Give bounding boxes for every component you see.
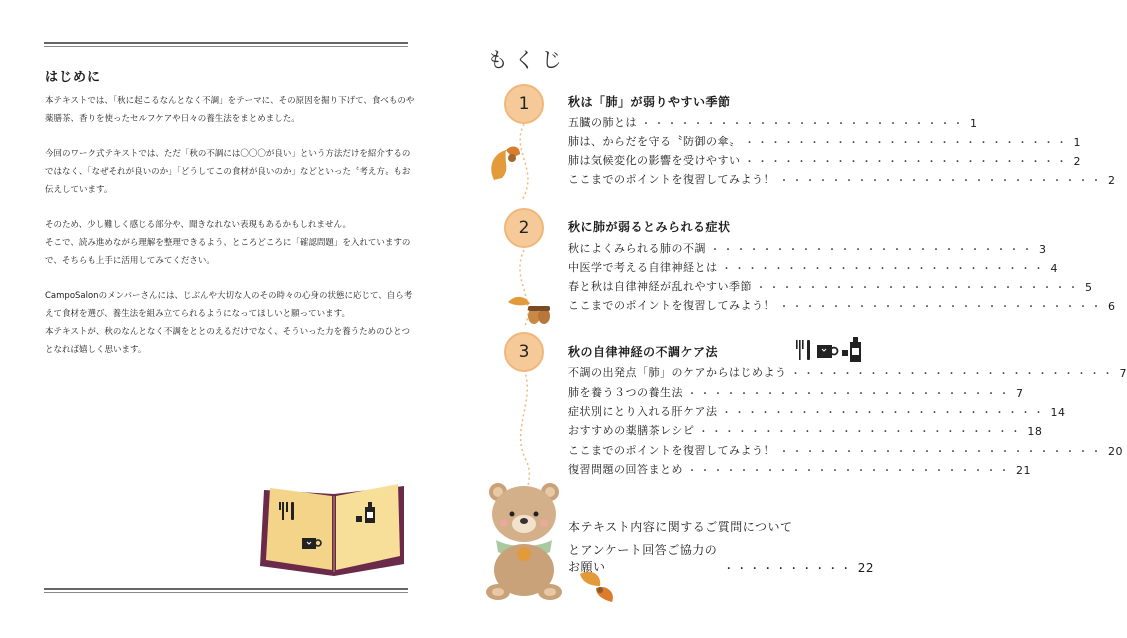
- toc-item-label: 中医学で考える自律神経とは: [568, 261, 718, 274]
- section-title-2: 秋に肺が弱るとみられる症状: [568, 220, 731, 234]
- toc-item-label: ここまでのポイントを復習してみよう！: [568, 444, 775, 457]
- essential-oil-bottle-icon: [842, 337, 861, 362]
- toc-item[interactable]: ここまでのポイントを復習してみよう！ ・・・・・・・・・・・・・・・・・・・・・・・・・ 2: [568, 173, 1116, 187]
- toc-item-page: 2: [1073, 155, 1081, 168]
- closing-line-1-text: 本テキスト内容に関するご質問について: [568, 520, 793, 534]
- toc-item[interactable]: 復習問題の回答まとめ ・・・・・・・・・・・・・・・・・・・・・・・・・ 21: [568, 463, 1031, 477]
- toc-item-label: 復習問題の回答まとめ: [568, 463, 683, 476]
- toc-item-page: 2: [1108, 174, 1116, 187]
- toc-item-label: 肺は、からだを守る〝防御の傘〟: [568, 135, 741, 148]
- toc-item-label: 肺を養う３つの養生法: [568, 386, 683, 399]
- intro-body: [45, 92, 415, 376]
- toc-item-label: ここまでのポイントを復習してみよう！: [568, 299, 775, 312]
- closing-line-2-text: とアンケート回答ご協力のお願い: [568, 543, 718, 574]
- toc-item-label: 五臓の肺とは: [568, 116, 637, 129]
- toc-item[interactable]: 五臓の肺とは ・・・・・・・・・・・・・・・・・・・・・・・・・ 1: [568, 116, 978, 130]
- tea-cup-icon: [817, 345, 838, 358]
- toc-item[interactable]: ここまでのポイントを復習してみよう！ ・・・・・・・・・・・・・・・・・・・・・・・・・ 6: [568, 299, 1116, 313]
- section-title-3: 秋の自律神経の不調ケア法: [568, 345, 719, 359]
- section-number-2: 2: [504, 208, 544, 248]
- toc-item-page: 1: [970, 117, 978, 130]
- bear-illustration: [480, 478, 570, 602]
- intro-paragraph: 本テキストでは、「秋に起こるなんとなく不調」をテーマに、その原因を掘り下げて、食べものや薬膳茶、香りを使ったセルフケアや日々の養生法をまとめました。: [45, 96, 415, 124]
- toc-item[interactable]: 秋によくみられる肺の不調 ・・・・・・・・・・・・・・・・・・・・・・・・・ 3: [568, 242, 1047, 256]
- autumn-leaf-icon: [486, 140, 524, 182]
- toc-item[interactable]: 肺は、からだを守る〝防御の傘〟 ・・・・・・・・・・・・・・・・・・・・・・・・・ 1: [568, 135, 1081, 149]
- toc-item-page: 7: [1119, 367, 1127, 380]
- toc-item-label: 不調の出発点「肺」のケアからはじめよう: [568, 366, 787, 379]
- toc-item[interactable]: ここまでのポイントを復習してみよう！ ・・・・・・・・・・・・・・・・・・・・・・・・・ 20: [568, 444, 1123, 458]
- care-tools-icons: [795, 336, 867, 364]
- toc-item-page: 20: [1108, 445, 1123, 458]
- toc-item-label: 症状別にとり入れる肝ケア法: [568, 405, 718, 418]
- toc-item-page: 3: [1039, 243, 1047, 256]
- toc-item-page: 18: [1027, 425, 1043, 438]
- intro-paragraph: CampoSalonのメンバーさんには、じぶんや大切な人のその時々の心身の状態に応じて、自ら考えて食材を選び、養生法を組み立てられるようになってほしいと願っています。 本テキストが、秋のなんとなく不調をととのえるだけでなく、そういった力を養うためのひとつとなれば嬉しく思います。: [45, 291, 413, 355]
- closing-line-1[interactable]: [568, 518, 874, 535]
- toc-item[interactable]: 中医学で考える自律神経とは ・・・・・・・・・・・・・・・・・・・・・・・・・ 4: [568, 261, 1058, 275]
- toc-item-page: 6: [1108, 300, 1116, 313]
- toc-item-page: 14: [1050, 406, 1066, 419]
- intro-paragraph: そのため、少し難しく感じる部分や、聞きなれない表現もあるかもしれません。 そこで、読み進めながら理解を整理できるよう、ところどころに「確認問題」を入れていますので、そちらも上手に活用してみてください。: [45, 220, 411, 266]
- top-divider: [44, 42, 408, 47]
- toc-item-label: 肺は気候変化の影響を受けやすい: [568, 154, 741, 167]
- closing-page: 22: [857, 561, 874, 575]
- intro-page: [0, 0, 450, 638]
- toc-item-label: おすすめの薬膳茶レシピ: [568, 424, 695, 437]
- toc-item-page: 1: [1073, 136, 1081, 149]
- toc-item-page: 7: [1016, 387, 1024, 400]
- toc-item[interactable]: 不調の出発点「肺」のケアからはじめよう ・・・・・・・・・・・・・・・・・・・・・・・・・ 7: [568, 366, 1127, 380]
- section-title-1: 秋は「肺」が弱りやすい季節: [568, 95, 731, 109]
- toc-item-page: 5: [1085, 281, 1093, 294]
- toc-item[interactable]: 肺を養う３つの養生法 ・・・・・・・・・・・・・・・・・・・・・・・・・ 7: [568, 386, 1024, 400]
- section-number-1: 1: [504, 84, 544, 124]
- open-book-icon: [258, 472, 406, 580]
- toc-item-page: 21: [1016, 464, 1031, 477]
- toc-item[interactable]: 春と秋は自律神経が乱れやすい季節 ・・・・・・・・・・・・・・・・・・・・・・・・・ 5: [568, 280, 1093, 294]
- intro-title: はじめに: [45, 70, 102, 85]
- closing-line-2[interactable]: とアンケート回答ご協力のお願い ・・・・・・・・・・ 22: [568, 543, 874, 575]
- toc-item-label: 秋によくみられる肺の不調: [568, 242, 706, 255]
- intro-paragraph: 今回のワーク式テキストでは、ただ「秋の不調には〇〇〇が良い」という方法だけを紹介するのではなく、「なぜそれが良いのか」「どうしてこの食材が良いのか」などといった〝考え方〟もお伝えしています。: [45, 149, 411, 195]
- bottom-divider: [44, 588, 408, 593]
- toc-item-label: 春と秋は自律神経が乱れやすい季節: [568, 280, 752, 293]
- toc-item[interactable]: 症状別にとり入れる肝ケア法 ・・・・・・・・・・・・・・・・・・・・・・・・・ 14: [568, 405, 1066, 419]
- toc-item[interactable]: 肺は気候変化の影響を受けやすい ・・・・・・・・・・・・・・・・・・・・・・・・・ 2: [568, 154, 1081, 168]
- section-number-3: 3: [504, 332, 544, 372]
- toc-item-label: ここまでのポイントを復習してみよう！: [568, 173, 775, 186]
- toc-title: もくじ: [487, 48, 568, 72]
- acorn-icon: [506, 292, 552, 328]
- toc-item[interactable]: おすすめの薬膳茶レシピ ・・・・・・・・・・・・・・・・・・・・・・・・・ 18: [568, 424, 1043, 438]
- toc-item-page: 4: [1050, 262, 1058, 275]
- cutlery-icon: [796, 340, 810, 360]
